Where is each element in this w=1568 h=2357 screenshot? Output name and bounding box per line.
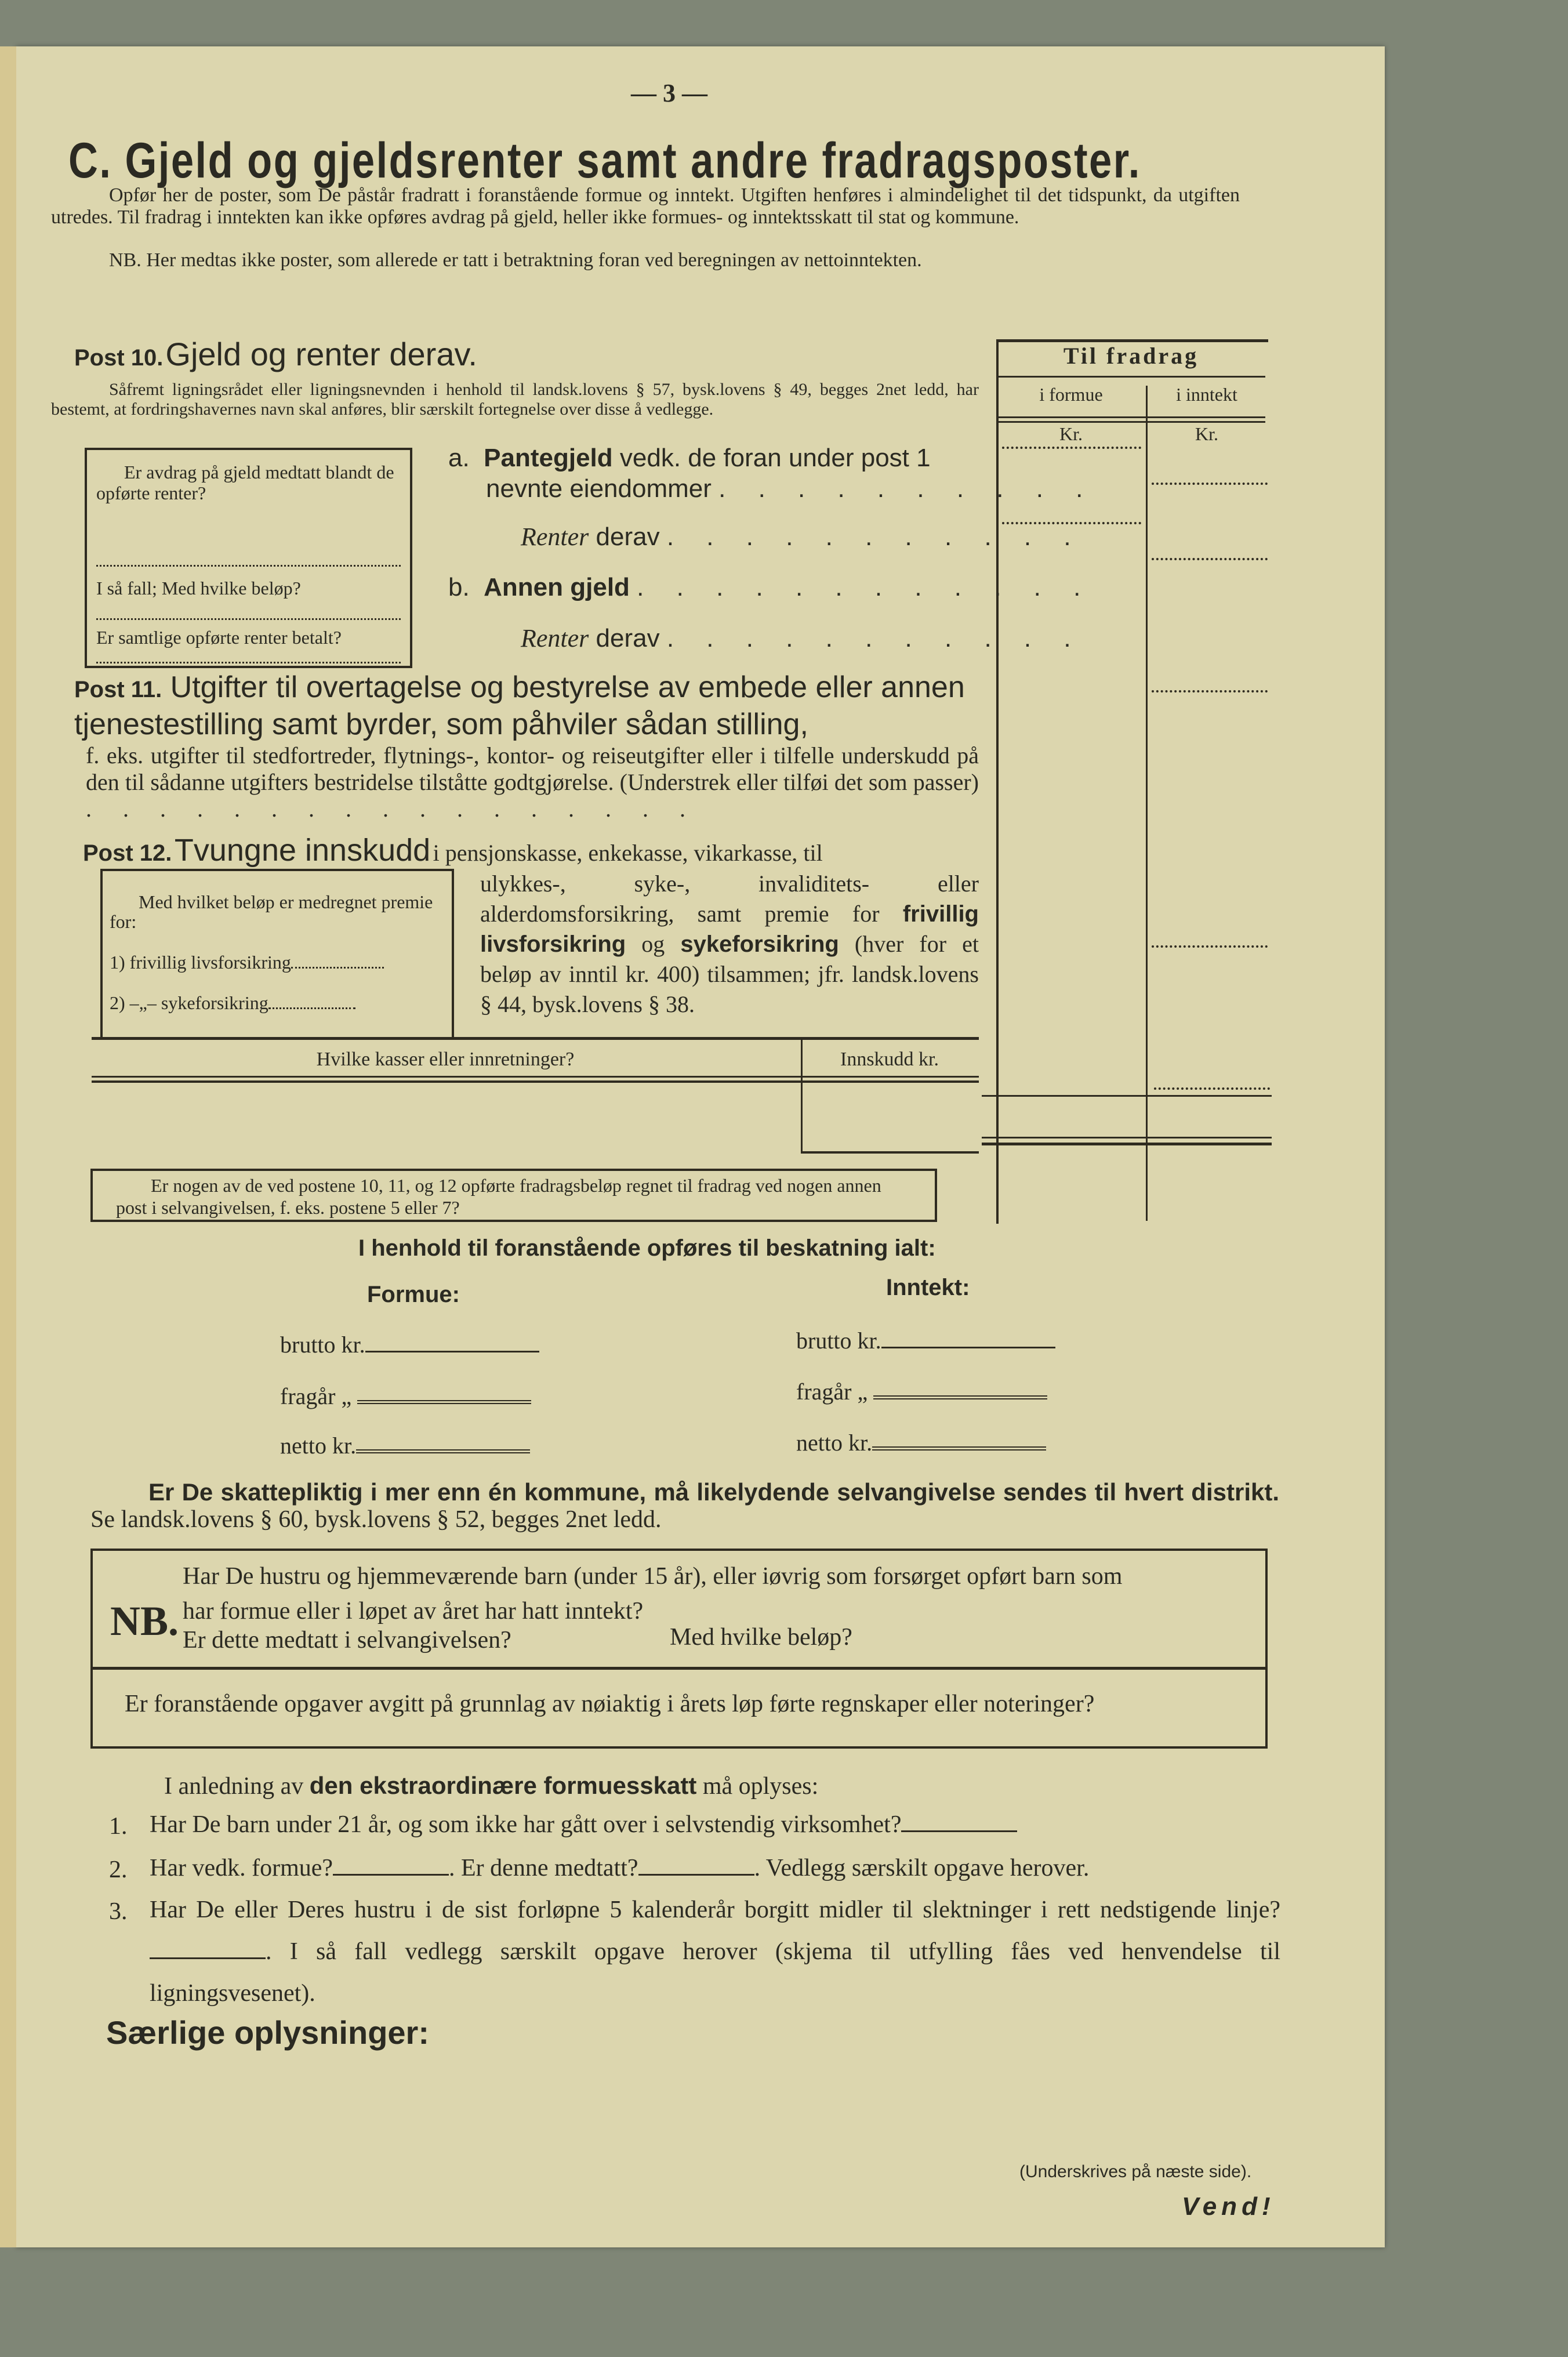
- premium-question: Med hvilket beløp er medregnet premie for:: [110, 891, 433, 932]
- nogen-question-box: [90, 1169, 937, 1222]
- post12-heading: [83, 832, 823, 868]
- page-number: — 3 —: [631, 79, 707, 107]
- item-text: nevnte eiendommer: [486, 474, 712, 503]
- inntekt-netto-input[interactable]: [872, 1427, 1046, 1451]
- divider: [92, 1076, 979, 1078]
- form-page: [16, 46, 1385, 2247]
- ekstra-intro: [164, 1772, 818, 1800]
- post10-heading: [74, 335, 477, 373]
- question-1: [150, 1804, 1275, 1845]
- nb-line3b: Med hvilke beløp?: [670, 1624, 852, 1651]
- divider: [999, 416, 1265, 418]
- inntekt-entry-line[interactable]: [1152, 558, 1268, 560]
- column-header-formue: i formue: [1039, 384, 1103, 405]
- question-avdrag: Er avdrag på gjeld medtatt blandt de opførte renter?: [96, 462, 394, 503]
- answer-line[interactable]: [96, 565, 401, 567]
- post12-text-first: i pensjonskasse, enkekasse, vikarkasse, til: [433, 840, 823, 866]
- inntekt-brutto-input[interactable]: [881, 1327, 1055, 1348]
- answer-line[interactable]: [96, 662, 401, 663]
- inntekt-entry-line[interactable]: [1154, 1087, 1270, 1090]
- post11-text: [86, 742, 979, 822]
- saerlige-oplysninger-heading: Særlige oplysninger:: [106, 2014, 429, 2051]
- divider: [93, 1667, 1265, 1670]
- post12-label: Post 12.: [83, 840, 172, 866]
- column-header-inntekt: i inntekt: [1176, 384, 1237, 405]
- multi-kommune-rest: Se landsk.lovens § 60, bysk.lovens § 52, begges 2net ledd.: [90, 1506, 662, 1533]
- question-3-answer[interactable]: [150, 1938, 266, 1959]
- formue-entry-line[interactable]: [1002, 447, 1141, 449]
- premium-label: 1) frivillig livsforsikring: [110, 952, 291, 973]
- divider: [999, 421, 1265, 423]
- post11-heading: [74, 670, 979, 742]
- inntekt-netto: [796, 1427, 1046, 1456]
- formue-netto-input[interactable]: [356, 1430, 530, 1453]
- column-header-kasser: Hvilke kasser eller innretninger?: [316, 1049, 575, 1070]
- question-number: 2.: [109, 1856, 128, 1883]
- item-letter: a.: [448, 444, 470, 472]
- section-title: C. Gjeld og gjeldsrenter samt andre fradragsposter.: [68, 133, 1141, 188]
- innskudd-input-area[interactable]: [804, 1085, 975, 1148]
- saerlige-oplysninger-area[interactable]: [92, 2065, 1309, 2152]
- section-nb: NB. Her medtas ikke poster, som allerede er tatt i betraktning foran ved beregningen av nettoinntekten.: [109, 249, 922, 271]
- field-label: netto kr.: [796, 1430, 873, 1456]
- nb-question2: Er foranstående opgaver avgitt på grunnlag av nøiaktig i årets løp førte regnskaper eller noteringer?: [125, 1691, 1095, 1717]
- formue-fragar: [280, 1380, 531, 1410]
- multi-kommune-bold: Er De skattepliktig i mer enn én kommune, må likelydende selvangivelse sendes til hvert distrikt.: [148, 1478, 1279, 1506]
- nb-box: [90, 1549, 1268, 1749]
- item-text: derav: [596, 523, 660, 551]
- question-1-answer[interactable]: [901, 1811, 1017, 1832]
- question-text: . Vedlegg særskilt opgave herover.: [754, 1855, 1090, 1881]
- nb-line2: har formue eller i løpet av året har hatt inntekt?: [183, 1598, 644, 1624]
- premium-livsforsikring-field[interactable]: [291, 967, 384, 969]
- inntekt-entry-line[interactable]: [1152, 483, 1268, 485]
- question-number: 1.: [109, 1813, 128, 1840]
- question-2: [150, 1847, 1275, 1889]
- field-label: fragår „: [796, 1379, 868, 1405]
- premium-sykeforsikring: [110, 993, 440, 1013]
- post12-bold-sykeforsikring: sykeforsikring: [680, 931, 839, 957]
- nb-line1: Har De hustru og hjemmeværende barn (under 15 år), eller iøvrig som forsørget opført barn som: [183, 1563, 1123, 1590]
- dot-leader: . . . . . . . . . . . .: [637, 573, 1094, 601]
- unit-inntekt: Kr.: [1195, 423, 1218, 444]
- item-letter: b.: [448, 573, 470, 601]
- inntekt-entry-line[interactable]: [1152, 690, 1268, 692]
- nb-line3a: Er dette medtatt i selvangivelsen?: [183, 1627, 511, 1653]
- premium-sykeforsikring-field[interactable]: [268, 1007, 355, 1009]
- til-fradrag-table: [996, 339, 1268, 1224]
- multi-kommune-note: [90, 1479, 1279, 1533]
- item-sub: Renter: [521, 523, 589, 551]
- question-text: Har De eller Deres hustru i de sist forløpne 5 kalenderår borgitt midler til slektninger i rett nedstigende linje?: [150, 1897, 1280, 1923]
- inntekt-entry-line[interactable]: [1152, 945, 1268, 948]
- field-label: netto kr.: [280, 1433, 357, 1459]
- post10-title: Gjeld og renter derav.: [165, 336, 477, 372]
- post11-label: Post 11.: [74, 677, 162, 702]
- question-text: Har De barn under 21 år, og som ikke har gått over i selvstendig virksomhet?: [150, 1811, 902, 1838]
- column-header-innskudd: Innskudd kr.: [840, 1049, 939, 1070]
- question-number: 3.: [109, 1898, 128, 1925]
- divider: [92, 1080, 979, 1083]
- item-renter-a: [521, 522, 1084, 552]
- formue-heading: Formue:: [367, 1282, 460, 1307]
- divider: [999, 376, 1265, 378]
- vend-note: Vend!: [1182, 2192, 1275, 2221]
- divider: [982, 1095, 1272, 1097]
- inntekt-fragar-input[interactable]: [873, 1376, 1047, 1399]
- question-3: [150, 1889, 1280, 2014]
- divider: [92, 1037, 979, 1040]
- divider: [982, 1137, 1272, 1138]
- item-text: vedk. de foran under post 1: [619, 444, 931, 472]
- unit-formue: Kr.: [1059, 423, 1083, 444]
- post12-bold-livsforsikring: frivillig livsforsikring: [480, 901, 979, 957]
- nb-label: NB.: [110, 1598, 179, 1644]
- kasser-input-area[interactable]: [94, 1085, 799, 1148]
- post12-text-a: ulykkes-, syke-, invaliditets- eller alderdomsforsikring, samt premie for: [480, 871, 979, 927]
- inntekt-fragar: [796, 1376, 1047, 1405]
- dot-leader: . . . . . . . . . .: [718, 474, 1096, 503]
- post12-premium-box: [100, 869, 454, 1040]
- ekstra-intro-bold: den ekstraordinære formuesskatt: [309, 1772, 697, 1799]
- post10-question-box: [85, 448, 412, 668]
- dot-leader: . . . . . . . . . . . . . . . . .: [86, 796, 698, 822]
- field-label: fragår „: [280, 1383, 352, 1409]
- question-renter-betalt: Er samtlige opførte renter betalt?: [96, 627, 342, 648]
- item-pantegjeld: [448, 444, 931, 473]
- question-text: Har vedk. formue?: [150, 1855, 333, 1881]
- inntekt-heading: Inntekt:: [886, 1275, 970, 1300]
- item-sub: Renter: [521, 624, 589, 652]
- post12-text: [480, 869, 979, 1020]
- item-annen-gjeld: [448, 573, 1093, 602]
- til-fradrag-title: Til fradrag: [1063, 343, 1199, 369]
- item-bold: Annen gjeld: [484, 573, 630, 601]
- post11-text-body: f. eks. utgifter til stedfortreder, flytnings-, kontor- og reiseutgifter eller i tilfelle underskudd på den til sådanne utgifters bestridelse tilståtte godtgjørelse. (Understrek eller tilføi det som passer): [86, 742, 979, 795]
- answer-line[interactable]: [96, 618, 401, 620]
- question-2-medtatt-answer[interactable]: [638, 1854, 754, 1876]
- post11-title: Utgifter til overtagelse og bestyrelse av embede eller annen tjenestestilling samt byrder, som påhviler sådan stilling,: [74, 670, 965, 741]
- formue-brutto-input[interactable]: [365, 1331, 539, 1352]
- question-text: . I så fall vedlegg særskilt opgave herover (skjema til utfylling fåes ved henvendelse til ligningsvesenet).: [150, 1938, 1280, 2007]
- question-belop: I så fall; Med hvilke beløp?: [96, 578, 301, 599]
- divider: [982, 1143, 1272, 1145]
- question-text: . Er denne medtatt?: [449, 1855, 638, 1881]
- field-label: brutto kr.: [280, 1332, 365, 1358]
- post12-title: Tvungne innskudd: [174, 833, 431, 868]
- dot-leader: . . . . . . . . . . .: [666, 624, 1084, 652]
- item-bold: Pantegjeld: [484, 444, 613, 472]
- formue-fragar-input[interactable]: [357, 1380, 531, 1404]
- dot-leader: . . . . . . . . . . .: [666, 523, 1084, 551]
- item-pantegjeld-line2: [486, 474, 1095, 503]
- post12-mid: og: [626, 931, 681, 957]
- inntekt-brutto: [796, 1327, 1055, 1354]
- summary-title: I henhold til foranstående opføres til beskatning ialt:: [358, 1235, 936, 1261]
- post10-text: Såfremt ligningsrådet eller ligningsnevnden i henhold til landsk.lovens § 57, bysk.lovens § 49, begges 2net ledd, har bestemt, at fordringshavernes navn skal anføres, blir særskilt fortegnelse over disse å vedlegge.: [51, 380, 979, 419]
- ekstra-intro-b: må oplyses:: [696, 1773, 819, 1800]
- underskrives-note: (Underskrives på næste side).: [1019, 2162, 1252, 2181]
- post10-label: Post 10.: [74, 345, 164, 371]
- question-2-formue-answer[interactable]: [333, 1854, 449, 1876]
- premium-label: 2) –„– sykeforsikring: [110, 992, 268, 1013]
- section-intro: Opfør her de poster, som De påstår fradratt i foranstående formue og inntekt. Utgiften henføres i almindelighet til det tidspunkt, da utgiften utredes. Til fradrag i inntekten kan ikke opføres avdrag på gjeld, heller ikke formues- og inntektsskatt til stat og kommune.: [51, 184, 1240, 228]
- formue-netto: [280, 1430, 530, 1459]
- premium-livsforsikring: [110, 952, 440, 972]
- formue-brutto: [280, 1331, 539, 1358]
- nogen-question: Er nogen av de ved postene 10, 11, og 12 opførte fradragsbeløp regnet til fradrag ved nogen annen post i selvangivelsen, f. eks. postene 5 eller 7?: [116, 1175, 881, 1218]
- field-label: brutto kr.: [796, 1328, 881, 1354]
- item-renter-b: [521, 623, 1084, 653]
- item-text: derav: [596, 624, 660, 652]
- ekstra-intro-a: I anledning av: [164, 1773, 310, 1800]
- divider: [801, 1151, 979, 1154]
- post12-text-b: (hver for et beløp av inntil kr. 400) tilsammen; jfr. landsk.lovens § 44, bysk.lovens § 38.: [480, 931, 979, 1017]
